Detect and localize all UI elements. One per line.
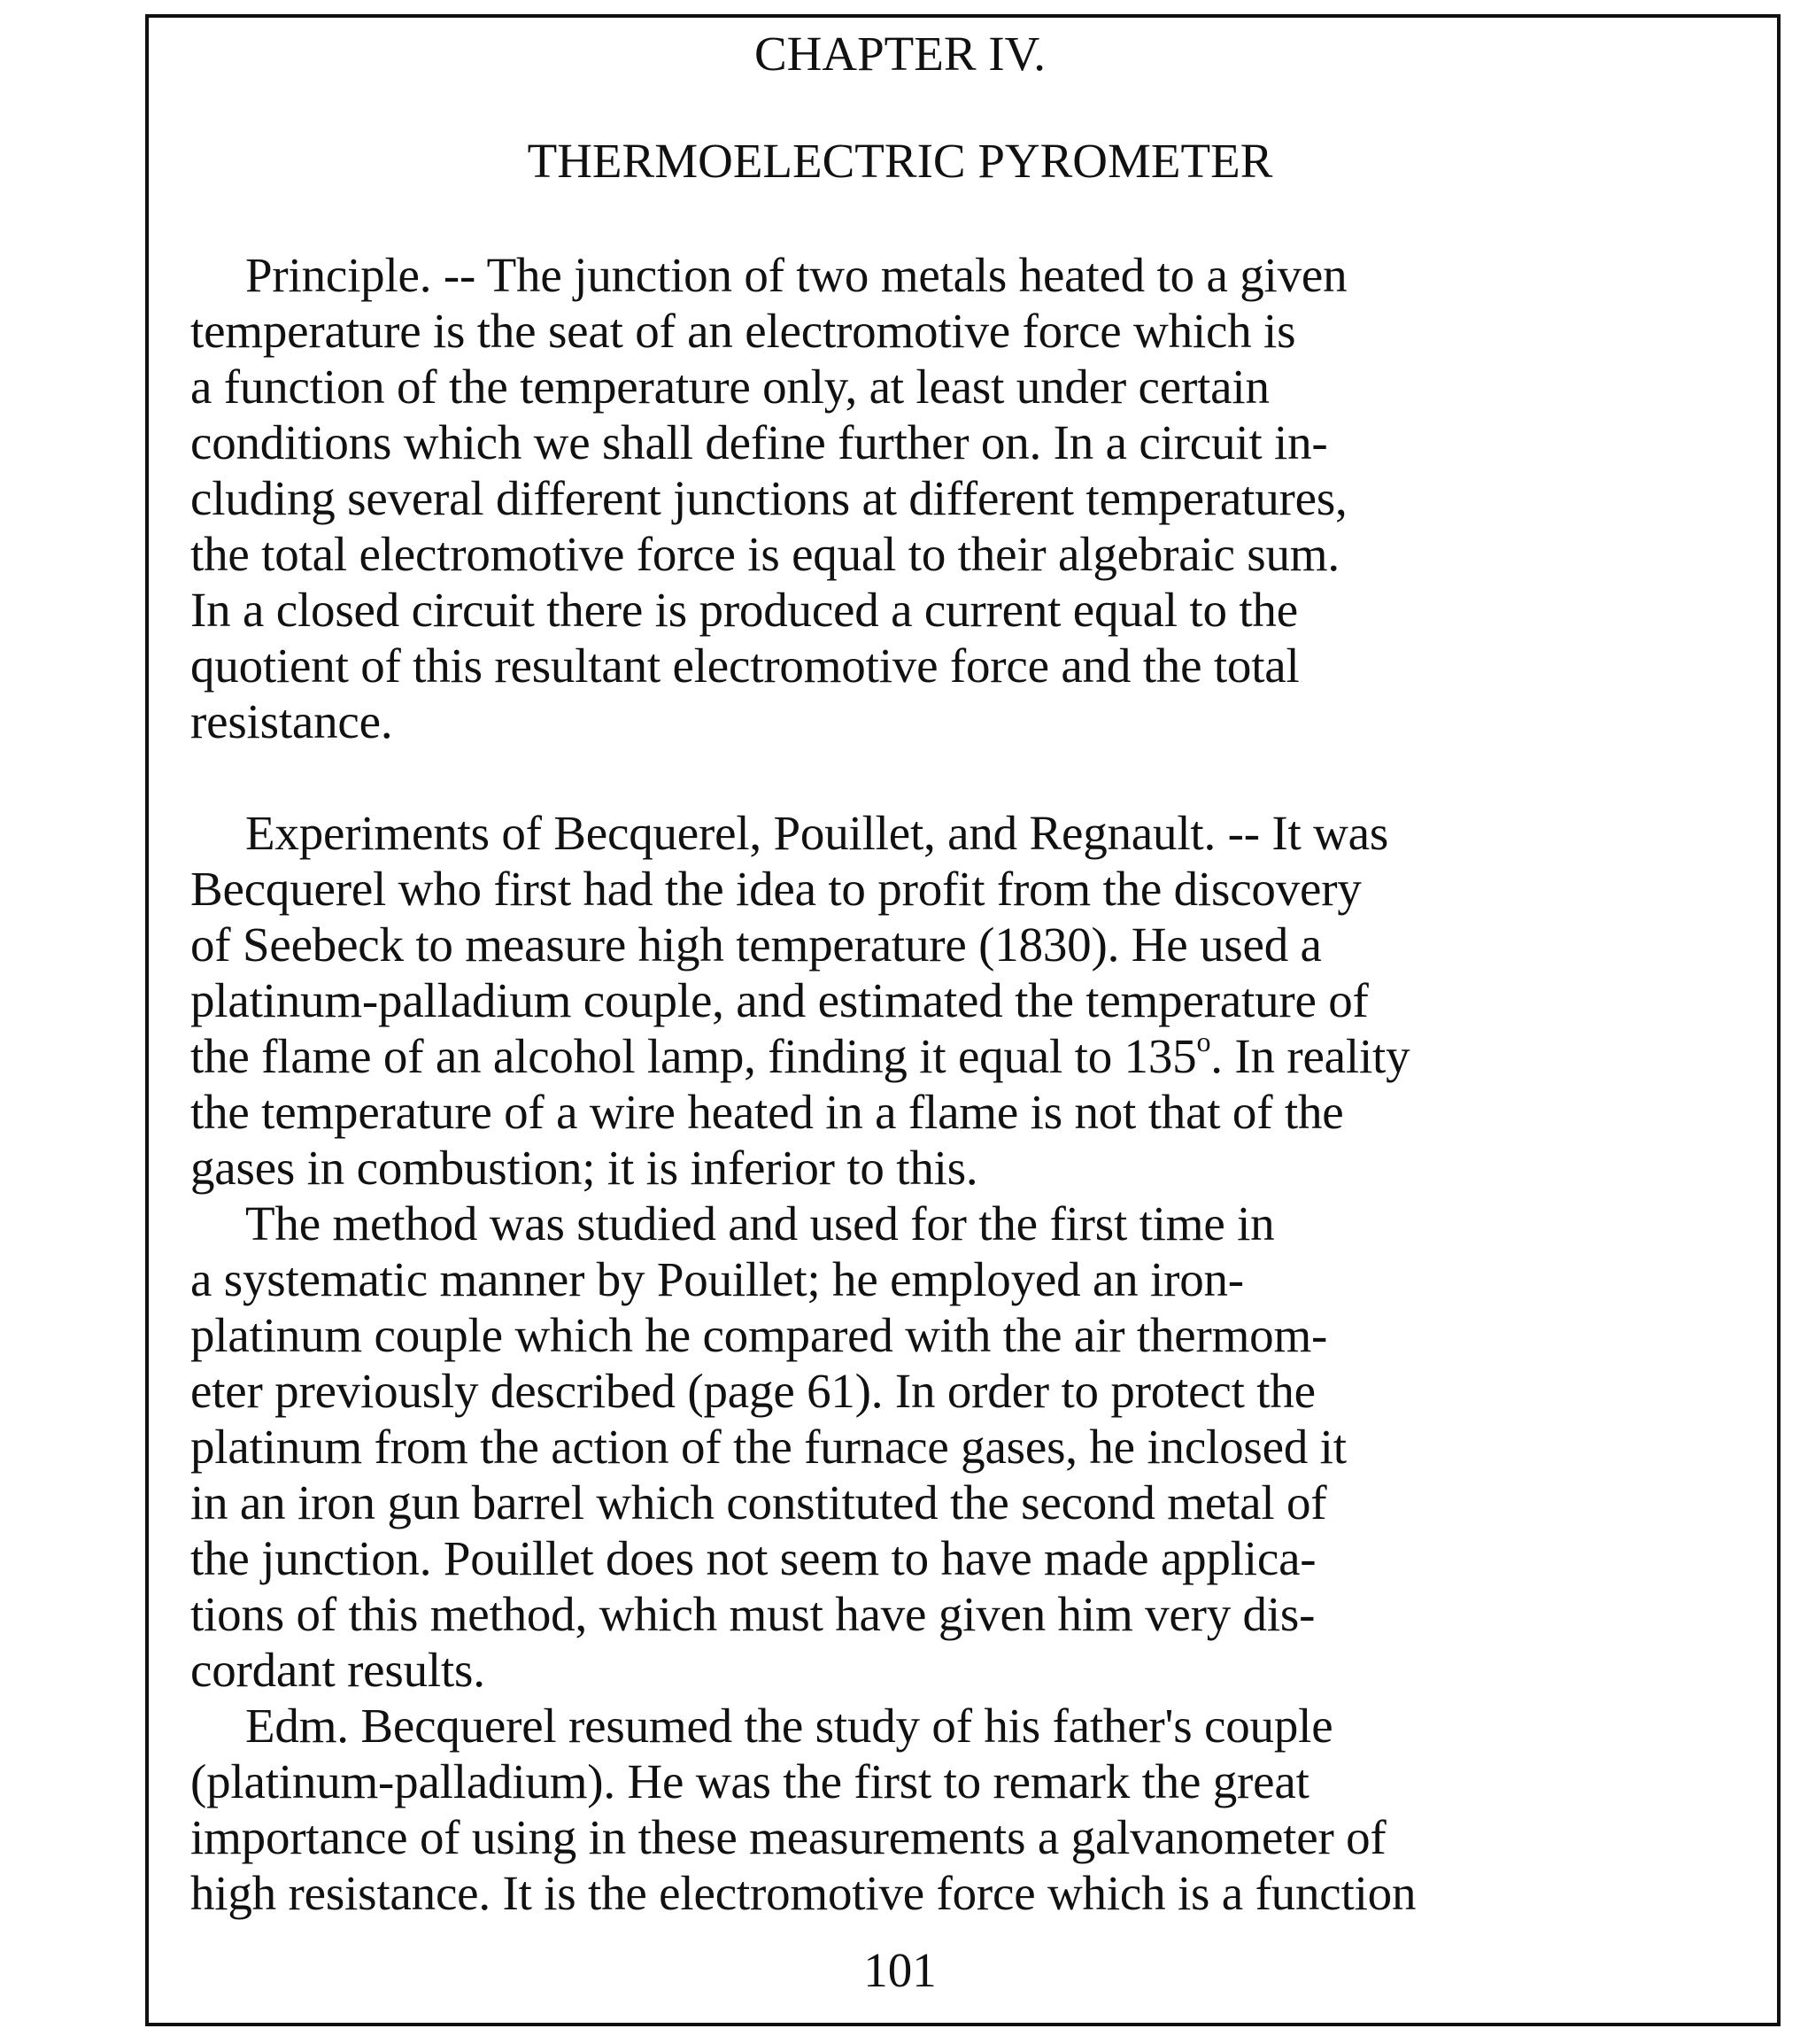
text-line: Becquerel who first had the idea to profit from the discovery <box>190 862 1362 916</box>
page-number: 101 <box>863 1943 937 1997</box>
text-line <box>190 1026 1410 1084</box>
text-line: The method was studied and used for the first time in <box>245 1196 1275 1250</box>
text-line: the temperature of a wire heated in a flame is not that of the <box>190 1085 1344 1139</box>
text-line: Experiments of Becquerel, Pouillet, and Regnault. -- It was <box>245 806 1389 860</box>
text-line: cluding several different junctions at different temperatures, <box>190 471 1348 525</box>
text-line: of Seebeck to measure high temperature (1830). He used a <box>190 917 1322 972</box>
text-line: In a closed circuit there is produced a current equal to the <box>190 583 1298 637</box>
text-line: eter previously described (page 61). In order to protect the <box>190 1364 1316 1418</box>
text-line: in an iron gun barrel which constituted the second metal of <box>190 1475 1327 1529</box>
text-line: gases in combustion; it is inferior to this. <box>190 1141 978 1195</box>
text-line: conditions which we shall define further on. In a circuit in- <box>190 415 1328 469</box>
text-line-main: the flame of an alcohol lamp, finding it equal to 135 <box>190 1029 1197 1083</box>
text-line: platinum-palladium couple, and estimated the temperature of <box>190 973 1369 1027</box>
text-line: a function of the temperature only, at least under certain <box>190 360 1270 414</box>
text-line: Edm. Becquerel resumed the study of his father's couple <box>245 1699 1333 1753</box>
text-line: the junction. Pouillet does not seem to have made applica- <box>190 1531 1317 1585</box>
degree-superscript: o <box>1196 1026 1211 1057</box>
chapter-title: THERMOELECTRIC PYROMETER <box>527 134 1273 188</box>
text-line: a systematic manner by Pouillet; he employed an iron- <box>190 1252 1244 1306</box>
text-line: platinum from the action of the furnace gases, he inclosed it <box>190 1420 1347 1474</box>
text-line: high resistance. It is the electromotive force which is a function <box>190 1866 1417 1920</box>
text-line: importance of using in these measurements a galvanometer of <box>190 1810 1387 1864</box>
text-line: temperature is the seat of an electromotive force which is <box>190 304 1296 358</box>
text-line: platinum couple which he compared with the air thermom- <box>190 1308 1328 1362</box>
text-line: resistance. <box>190 694 393 748</box>
text-line: cordant results. <box>190 1643 485 1697</box>
text-line: Principle. -- The junction of two metals heated to a given <box>245 248 1348 302</box>
text-line: the total electromotive force is equal to their algebraic sum. <box>190 527 1340 581</box>
text-line-tail: . In reality <box>1210 1029 1410 1083</box>
chapter-heading: CHAPTER IV. <box>753 27 1047 81</box>
text-line: quotient of this resultant electromotive force and the total <box>190 639 1300 693</box>
text-line: (platinum-palladium). He was the first to remark the great <box>190 1754 1309 1808</box>
text-line: tions of this method, which must have given him very dis- <box>190 1587 1316 1641</box>
